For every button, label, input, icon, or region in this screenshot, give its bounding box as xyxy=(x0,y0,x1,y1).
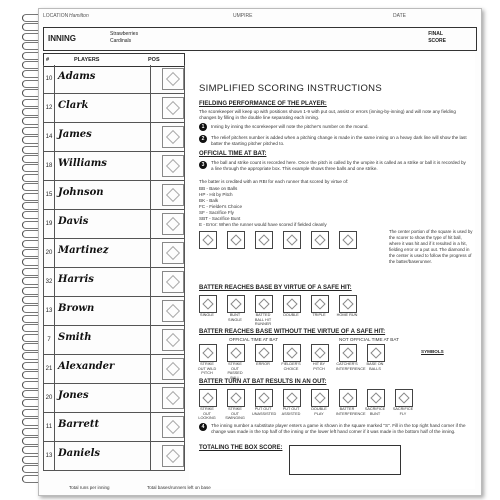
player-name[interactable]: James xyxy=(58,129,92,140)
inning-label: INNING xyxy=(48,34,76,43)
player-position[interactable] xyxy=(150,442,161,470)
diagram-caption: PUT OUT ASSISTED xyxy=(281,407,301,416)
player-number: 12 xyxy=(44,94,55,122)
table-row xyxy=(43,94,185,123)
diamond-box xyxy=(199,389,217,407)
pos-header: POS xyxy=(148,57,160,63)
diamond-box xyxy=(227,344,245,362)
diagram-caption: TRIPLE xyxy=(312,313,326,317)
player-name[interactable]: Alexander xyxy=(58,361,115,372)
diamond-icon xyxy=(166,217,180,231)
table-row xyxy=(43,123,185,152)
player-name[interactable]: Smith xyxy=(58,332,92,343)
diamond-box xyxy=(283,295,301,313)
diamond-icon xyxy=(166,333,180,347)
rbi-text: The batter is credited with an RBI for each runner that scored by virtue of: xyxy=(199,179,349,184)
table-row xyxy=(43,384,185,413)
totals-box xyxy=(289,445,401,475)
diamond-icon xyxy=(166,420,180,434)
step-4-text: The inning number a substitute player enters a game is shown in the square marked "S". Fill in the top right hand corner if the change was made in the top half of the inning or the lower left hand corner if it was made in the bottom half of the inning. xyxy=(211,423,466,434)
at-bat-box[interactable] xyxy=(162,242,184,264)
player-number: 13 xyxy=(44,297,55,325)
at-bat-box[interactable] xyxy=(162,387,184,409)
footer-right: Total bases/runners left on base xyxy=(147,485,211,490)
not-official-at-bat-label: NOT OFFICIAL TIME AT BAT xyxy=(339,337,399,342)
player-number: 7 xyxy=(44,326,55,354)
diagram-caption: DOUBLE xyxy=(283,313,299,317)
player-number: 13 xyxy=(44,442,55,470)
diamond-icon xyxy=(166,159,180,173)
fielding-text: The scorekeeper will keep up with positions shown 1-9 with put out, assist or errors (inning-by-inning) and will note any fielding changes by filling in the double line separating each inning. xyxy=(199,109,456,120)
table-row xyxy=(43,442,185,471)
at-bat-box[interactable] xyxy=(162,126,184,148)
official-heading: OFFICIAL TIME AT BAT: xyxy=(199,151,267,157)
diamond-box xyxy=(339,231,357,249)
diamond-box xyxy=(283,231,301,249)
step-2-badge: 2 xyxy=(199,135,207,143)
rbi-item: BB - Base on Balls xyxy=(199,186,238,191)
diamond-icon xyxy=(166,304,180,318)
diamond-box xyxy=(199,231,217,249)
center-note: The center portion of the square is used by the scorer to show the type of hit ball, where it was hit and if it resulted in a hit, fielding error or a put out. The diamond in the center is used to follow the progress of the batter/baserunner. xyxy=(389,229,473,264)
player-position[interactable] xyxy=(150,268,161,296)
player-position[interactable] xyxy=(150,123,161,151)
step-3-text: The ball and strike count is recorded here. Once the pitch is called by the umpire it is called as a strike or ball it is recorded by a line through the appropriate box. This example shows three balls and one strike. xyxy=(211,160,466,171)
player-number: 18 xyxy=(44,152,55,180)
at-bat-box[interactable] xyxy=(162,271,184,293)
diamond-icon xyxy=(166,72,180,86)
diamond-box xyxy=(311,389,329,407)
player-name[interactable]: Clark xyxy=(58,100,89,111)
footer-left: Total runs per inning xyxy=(69,485,110,490)
diamond-box xyxy=(227,389,245,407)
player-name[interactable]: Jones xyxy=(58,390,89,401)
instructions-panel xyxy=(189,53,475,489)
diagram-caption: HIT BY PITCH xyxy=(312,362,326,371)
diagram-caption: SACRIFICE BUNT xyxy=(364,407,386,416)
diagram-caption: STRIKE OUT WILD PITCH xyxy=(197,362,217,375)
player-name[interactable]: Davis xyxy=(58,216,89,227)
diamond-icon xyxy=(166,188,180,202)
player-number: 32 xyxy=(44,268,55,296)
symbols-heading: SYMBOLS xyxy=(421,349,444,354)
no-hit-heading: BATTER REACHES BASE WITHOUT THE VIRTUE OF A SAFE HIT: xyxy=(199,329,386,335)
rbi-item: E - Error: When the runner would have scored if fielded cleanly xyxy=(199,222,327,227)
step-2-text: The relief pitchers number is added when a pitching change is made in the same inning on a heavy dark line will show the last batter the starting pitcher pitched to. xyxy=(211,135,467,146)
player-number: 10 xyxy=(44,65,55,93)
location-value: Hamilton xyxy=(69,13,89,19)
diagram-caption: BATTER INTERFERENCE xyxy=(336,407,366,416)
at-bat-box[interactable] xyxy=(162,97,184,119)
diagram-caption: PUT OUT UNASSISTED xyxy=(252,407,277,416)
table-row xyxy=(43,210,185,239)
rbi-item: HP - Hit by Pitch xyxy=(199,192,233,197)
player-position[interactable] xyxy=(150,65,161,93)
diagram-caption: BATTED BALL HIT RUNNER xyxy=(254,313,272,326)
instructions-title: SIMPLIFIED SCORING INSTRUCTIONS xyxy=(199,83,382,94)
no-hit-row xyxy=(197,344,409,380)
diamond-box xyxy=(227,231,245,249)
final-score-label xyxy=(428,31,446,45)
player-name[interactable]: Barrett xyxy=(58,419,100,430)
date-label: DATE xyxy=(393,13,406,19)
diamond-box xyxy=(199,344,217,362)
diamond-box xyxy=(199,295,217,313)
step-4-badge: 4 xyxy=(199,423,207,431)
diamond-icon xyxy=(166,275,180,289)
diagram-caption: HOME RUN xyxy=(336,313,358,317)
diamond-icon xyxy=(166,362,180,376)
diagram-caption: STRIKE OUT SWINGING xyxy=(225,407,245,420)
diamond-box xyxy=(255,344,273,362)
rbi-item: SF - Sacrifice Fly xyxy=(199,210,234,215)
diagram-caption: ERROR xyxy=(256,362,270,366)
inning-bar xyxy=(43,27,477,51)
player-position[interactable] xyxy=(150,181,161,209)
rbi-item: SBT - Sacrifice Bunt xyxy=(199,216,241,221)
table-row xyxy=(43,152,185,181)
at-bat-box[interactable] xyxy=(162,416,184,438)
diagram-caption: BASE ON BALLS xyxy=(366,362,384,371)
player-name[interactable]: Johnson xyxy=(58,187,104,198)
out-heading: BATTER TURN AT BAT RESULTS IN AN OUT: xyxy=(199,379,327,385)
at-bat-box[interactable] xyxy=(162,68,184,90)
totals-heading: TOTALING THE BOX SCORE: xyxy=(199,445,283,451)
table-row xyxy=(43,65,185,94)
at-bat-box[interactable] xyxy=(162,184,184,206)
diamond-box xyxy=(311,231,329,249)
player-position[interactable] xyxy=(150,210,161,238)
player-name[interactable]: Williams xyxy=(58,158,107,169)
diamond-box xyxy=(395,389,413,407)
step-1-badge: 1 xyxy=(199,123,207,131)
diamond-box xyxy=(367,344,385,362)
player-position[interactable] xyxy=(150,94,161,122)
player-number: 21 xyxy=(44,355,55,383)
player-name[interactable]: Brown xyxy=(58,303,95,314)
player-position[interactable] xyxy=(150,326,161,354)
num-header: # xyxy=(46,57,50,63)
player-roster xyxy=(43,53,183,481)
player-position[interactable] xyxy=(150,355,161,383)
diamond-box xyxy=(339,344,357,362)
location-label: LOCATION xyxy=(43,13,69,19)
at-bat-box[interactable] xyxy=(162,445,184,467)
diagram-caption: SACRIFICE FLY xyxy=(392,407,414,416)
diagram-caption: CATCHER'S INTERFERENCE xyxy=(336,362,366,371)
diamond-box xyxy=(255,295,273,313)
diamond-icon xyxy=(166,449,180,463)
diagram-caption: DOUBLE PLAY xyxy=(311,407,327,416)
player-position[interactable] xyxy=(150,297,161,325)
player-number: 20 xyxy=(44,384,55,412)
at-bat-box[interactable] xyxy=(162,329,184,351)
player-number: 19 xyxy=(44,210,55,238)
diagram-caption: SINGLE xyxy=(200,313,214,317)
diagram-caption: BUNT SINGLE xyxy=(228,313,242,322)
safe-hit-row xyxy=(199,295,399,325)
player-name[interactable]: Daniels xyxy=(58,448,101,459)
player-name[interactable]: Harris xyxy=(58,274,94,285)
diamond-box xyxy=(311,344,329,362)
diamond-icon xyxy=(166,246,180,260)
final-label: FINAL xyxy=(428,31,443,37)
player-position[interactable] xyxy=(150,152,161,180)
diamond-box xyxy=(367,389,385,407)
scorebook-page xyxy=(38,8,482,496)
diamond-box xyxy=(283,389,301,407)
diamond-box xyxy=(339,295,357,313)
player-number: 15 xyxy=(44,181,55,209)
diagram-caption: FIELDER'S CHOICE xyxy=(281,362,301,371)
player-position[interactable] xyxy=(150,413,161,441)
page-header xyxy=(43,13,477,23)
table-row xyxy=(43,355,185,384)
official-at-bat-label: OFFICIAL TIME AT BAT xyxy=(229,337,279,342)
player-name[interactable]: Martinez xyxy=(58,245,109,256)
diamond-icon xyxy=(166,101,180,115)
diamond-box xyxy=(255,231,273,249)
diamond-box xyxy=(283,344,301,362)
player-number: 11 xyxy=(44,413,55,441)
team-2-name: Cardinals xyxy=(110,38,132,44)
table-row xyxy=(43,181,185,210)
umpire-label: UMPIRE xyxy=(233,13,253,19)
table-row xyxy=(43,326,185,355)
score-label: SCORE xyxy=(428,38,446,44)
diamond-icon xyxy=(166,130,180,144)
rbi-list xyxy=(199,186,399,228)
player-name[interactable]: Adams xyxy=(58,71,96,82)
hit-diagram-row xyxy=(199,231,379,271)
at-bat-box[interactable] xyxy=(162,358,184,380)
player-number: 14 xyxy=(44,123,55,151)
diamond-box xyxy=(255,389,273,407)
at-bat-box[interactable] xyxy=(162,300,184,322)
table-row xyxy=(43,239,185,268)
player-number: 20 xyxy=(44,239,55,267)
diagram-caption: STRIKE OUT LOOKING xyxy=(198,407,216,420)
diamond-box xyxy=(227,295,245,313)
rbi-item: BK - Balk xyxy=(199,198,219,203)
out-row xyxy=(199,389,429,419)
team-1-name: Strawberries xyxy=(110,31,139,37)
diamond-box xyxy=(339,389,357,407)
player-position[interactable] xyxy=(150,239,161,267)
table-row xyxy=(43,413,185,442)
at-bat-box[interactable] xyxy=(162,213,184,235)
player-position[interactable] xyxy=(150,384,161,412)
step-3-badge: 3 xyxy=(199,161,207,169)
step-1-text: Inning by inning the scorekeeper will note the pitcher's number on the mound. xyxy=(211,124,369,129)
team-names xyxy=(110,31,138,45)
table-row xyxy=(43,268,185,297)
table-row xyxy=(43,297,185,326)
diamond-icon xyxy=(166,391,180,405)
at-bat-box[interactable] xyxy=(162,155,184,177)
rbi-item: FC - Fielder's Choice xyxy=(199,204,242,209)
players-header: PLAYERS xyxy=(74,57,100,63)
fielding-heading: FIELDING PERFORMANCE OF THE PLAYER: xyxy=(199,101,327,107)
safe-hit-heading: BATTER REACHES BASE BY VIRTUE OF A SAFE HIT: xyxy=(199,285,352,291)
diamond-box xyxy=(311,295,329,313)
diagram-caption: STRIKE OUT PASSED BALL xyxy=(227,362,243,380)
